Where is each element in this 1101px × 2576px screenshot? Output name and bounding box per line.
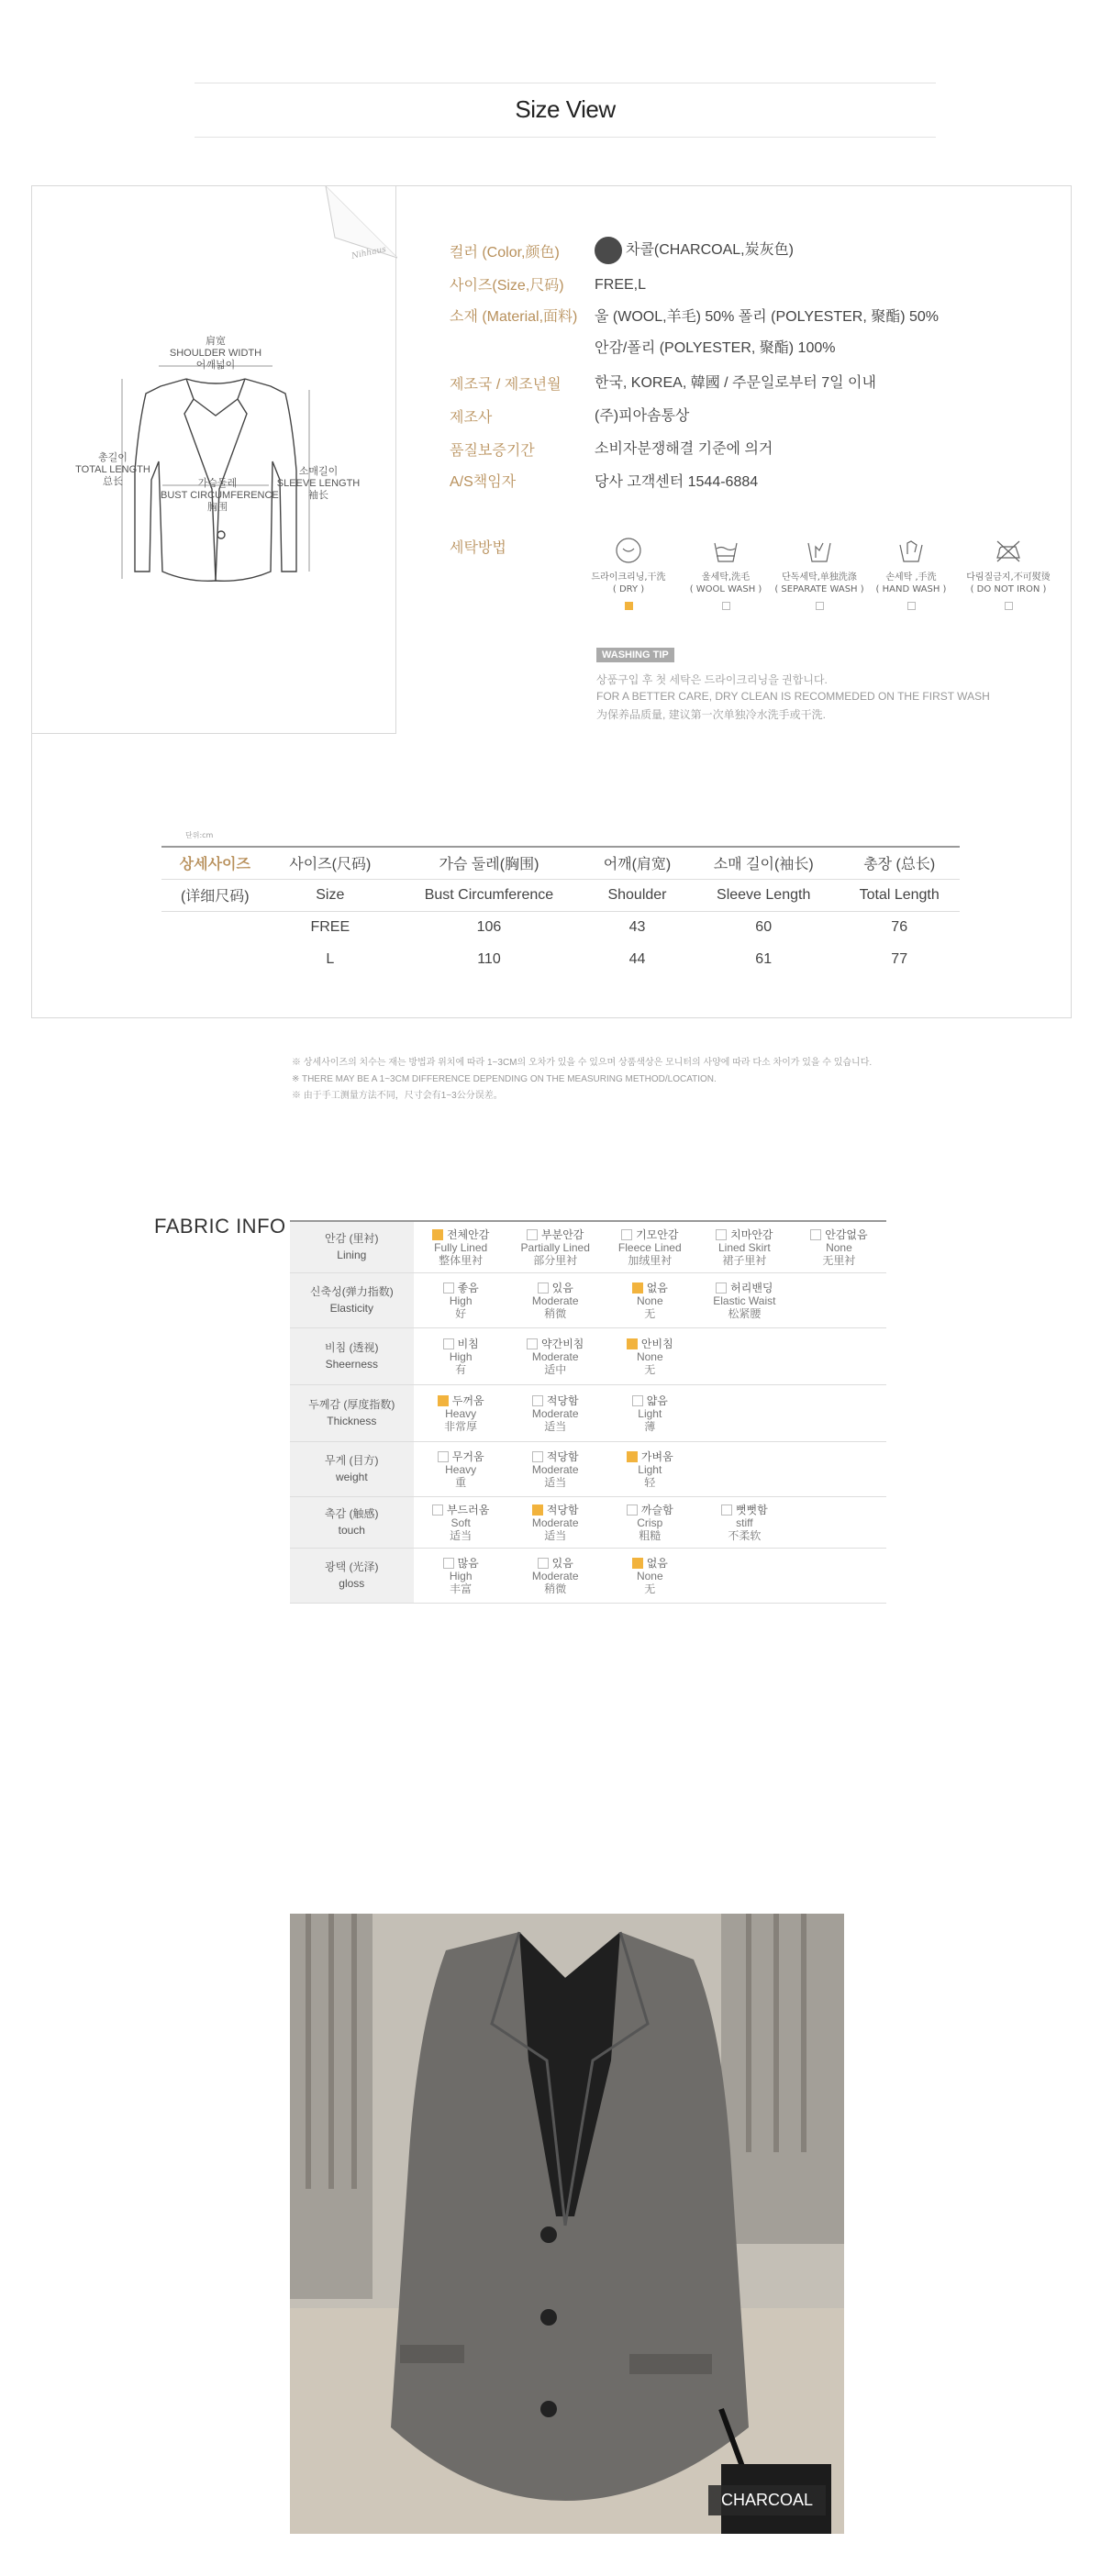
- fabric-row-label: 두께감 (厚度指数) Thickness: [290, 1384, 414, 1441]
- fabric-row-label: 촉감 (触感) touch: [290, 1496, 414, 1548]
- fabric-row-label: 비침 (透视) Sheerness: [290, 1327, 414, 1384]
- fabric-option: 없음 None 无: [603, 1548, 697, 1603]
- fabric-option: 허리밴딩 Elastic Waist 松紧腰: [697, 1272, 792, 1327]
- hand-wash-icon: [896, 536, 926, 565]
- table-cell: 60: [755, 918, 773, 935]
- fabric-option: 두꺼움 Heavy 非常厚: [414, 1384, 508, 1441]
- col-bust-en: Bust Circumference: [392, 879, 586, 911]
- fabric-checkbox: [527, 1338, 538, 1349]
- fabric-option: 무거움 Heavy 重: [414, 1441, 508, 1496]
- col-shoulder-en: Shoulder: [586, 879, 688, 911]
- fabric-row: [290, 1441, 886, 1496]
- fabric-row-label: 안감 (里衬) Lining: [290, 1221, 414, 1272]
- fabric-checkbox: [716, 1229, 727, 1240]
- note-line: ※ 由于手工测量方法不同，尺寸会有1~3公分误差。: [292, 1091, 503, 1101]
- detail-size-heading: 상세사이즈: [161, 847, 269, 879]
- fabric-option: 기모안감 Fleece Lined 加绒里衬: [603, 1221, 697, 1272]
- origin-label: 제조국 / 제조년월: [450, 377, 562, 393]
- fabric-checkbox: [627, 1505, 638, 1516]
- fabric-checkbox: [632, 1395, 643, 1406]
- fabric-option: 많음 High 丰富: [414, 1548, 508, 1603]
- table-cell: L: [326, 950, 335, 967]
- size-label: 사이즈(Size,尺码): [450, 278, 564, 294]
- table-row: [161, 943, 960, 975]
- table-row: [161, 911, 960, 943]
- wash-checkbox-separate: [816, 602, 824, 610]
- unit-label: 단위:cm: [185, 831, 214, 839]
- fabric-checkbox: [532, 1505, 543, 1516]
- color-tag: CHARCOAL: [708, 2485, 826, 2515]
- wash-item-dry: 드라이크리닝,干洗 ( DRY ): [578, 536, 679, 610]
- fabric-checkbox: [627, 1338, 638, 1349]
- fabric-row-label: 무게 (目方) weight: [290, 1441, 414, 1496]
- shoulder-label: 肩宽 SHOULDER WIDTH 어깨넓이: [169, 336, 262, 371]
- wash-item-hand: 손세탁 ,手洗 ( HAND WASH ): [861, 536, 962, 610]
- sleeve-length-label: 소매길이 SLEEVE LENGTH 袖长: [276, 466, 361, 501]
- washing-tip-cn: 为保养品质量, 建议第一次单独冷水洗手或干洗.: [596, 708, 827, 721]
- fabric-row: [290, 1548, 886, 1603]
- maker-label: 제조사: [450, 410, 493, 426]
- table-row: [161, 847, 960, 879]
- model-photo-illustration: [290, 1914, 844, 2534]
- fabric-checkbox: [621, 1229, 632, 1240]
- col-shoulder-ko: 어깨(肩宽): [586, 847, 688, 879]
- col-total-ko: 총장 (总长): [839, 847, 960, 879]
- page-title: Size View: [515, 95, 616, 123]
- washing-label: 세탁방법: [450, 540, 506, 556]
- bust-label: 가슴둘레 BUST CIRCUMFERENCE 胸围: [161, 478, 279, 513]
- wash-checkbox-iron: [1005, 602, 1013, 610]
- fabric-checkbox: [538, 1558, 549, 1569]
- fabric-checkbox: [632, 1282, 643, 1294]
- fabric-option: [792, 1384, 886, 1441]
- fabric-checkbox: [532, 1395, 543, 1406]
- fabric-option: 적당함 Moderate 适当: [508, 1384, 603, 1441]
- fabric-option: [792, 1327, 886, 1384]
- table-cell: FREE: [310, 918, 350, 935]
- fabric-checkbox: [632, 1558, 643, 1569]
- fabric-row: [290, 1496, 886, 1548]
- origin-value: 한국, KOREA, 韓國 / 주문일로부터 7일 이내: [595, 375, 876, 391]
- washing-tip-en: FOR A BETTER CARE, DRY CLEAN IS RECOMMEDED ON THE FIRST WASH: [596, 690, 990, 703]
- fabric-option: 적당함 Moderate 适当: [508, 1496, 603, 1548]
- fabric-checkbox: [443, 1282, 454, 1294]
- fabric-option: [697, 1327, 792, 1384]
- note-line: ※ 상세사이즈의 치수는 재는 방법과 위치에 따라 1~3CM의 오차가 있을 수 있으며 상품색상은 모니터의 사양에 따라 다소 차이가 있을 수 있습니다.: [292, 1058, 873, 1068]
- fabric-info-title: FABRIC INFO: [154, 1215, 286, 1238]
- dry-clean-icon: [614, 536, 643, 565]
- material-label: 소재 (Material,面料): [450, 309, 578, 325]
- table-cell: 76: [891, 918, 908, 935]
- fabric-row-label: 신축성(弹力指数) Elasticity: [290, 1272, 414, 1327]
- fabric-option: [697, 1548, 792, 1603]
- fabric-option: 있음 Moderate 稍微: [508, 1548, 603, 1603]
- fabric-checkbox: [810, 1229, 821, 1240]
- color-swatch: [595, 237, 622, 264]
- wash-item-separate: 단독세탁,单独洗涤 ( SEPARATE WASH ): [769, 536, 870, 610]
- fabric-option: [697, 1384, 792, 1441]
- table-cell: 43: [628, 918, 646, 935]
- fabric-checkbox: [532, 1451, 543, 1462]
- warranty-label: 품질보증기간: [450, 443, 535, 459]
- fabric-option: [792, 1441, 886, 1496]
- lining-material-value: 안감/폴리 (POLYESTER, 聚酯) 100%: [595, 340, 836, 356]
- separate-wash-icon: [805, 536, 834, 565]
- fabric-checkbox: [432, 1229, 443, 1240]
- fabric-option: 적당함 Moderate 适当: [508, 1441, 603, 1496]
- fabric-option: 치마안감 Lined Skirt 裙子里衬: [697, 1221, 792, 1272]
- garment-diagram: [31, 185, 396, 734]
- fabric-row-label: 광택 (光泽) gloss: [290, 1548, 414, 1603]
- fabric-checkbox: [443, 1338, 454, 1349]
- brand-mark: Nihhaus: [350, 245, 387, 261]
- do-not-iron-icon: [994, 536, 1023, 565]
- maker-value: (주)피아솜통상: [595, 408, 690, 424]
- detail-size-heading-cn: (详细尺码): [161, 879, 269, 911]
- col-sleeve-en: Sleeve Length: [688, 879, 839, 911]
- title-bar: [195, 83, 936, 138]
- fabric-info-table: [290, 1220, 886, 1604]
- total-length-label: 총길이 TOTAL LENGTH 总长: [75, 452, 150, 487]
- as-value: 당사 고객센터 1544-6884: [595, 474, 759, 490]
- table-cell: 44: [628, 950, 646, 967]
- fabric-checkbox: [538, 1282, 549, 1294]
- product-photo: [290, 1914, 844, 2534]
- as-label: A/S책임자: [450, 474, 517, 490]
- table-row: [161, 879, 960, 911]
- table-cell: 106: [476, 918, 502, 935]
- fabric-option: 비침 High 有: [414, 1327, 508, 1384]
- fabric-option: [792, 1548, 886, 1603]
- material-value: 울 (WOOL,羊毛) 50% 폴리 (POLYESTER, 聚酯) 50%: [595, 309, 940, 325]
- warranty-value: 소비자분쟁해결 기준에 의거: [595, 441, 773, 457]
- fabric-option: [792, 1496, 886, 1548]
- col-sleeve-ko: 소매 길이(袖长): [688, 847, 839, 879]
- wash-checkbox-dry: [625, 602, 633, 610]
- fabric-checkbox: [627, 1451, 638, 1462]
- fabric-checkbox: [721, 1505, 732, 1516]
- col-total-en: Total Length: [839, 879, 960, 911]
- wash-item-wool: 울세탁,洗毛 ( WOOL WASH ): [675, 536, 776, 610]
- fabric-checkbox: [432, 1505, 443, 1516]
- col-bust-ko: 가슴 둘레(胸围): [392, 847, 586, 879]
- fabric-row: [290, 1384, 886, 1441]
- fabric-option: [697, 1441, 792, 1496]
- fabric-row: [290, 1327, 886, 1384]
- fabric-option: 얇음 Light 薄: [603, 1384, 697, 1441]
- washing-tip-badge: WASHING TIP: [596, 648, 674, 662]
- color-value: 차콜(CHARCOAL,炭灰色): [595, 237, 794, 264]
- table-cell: 110: [477, 950, 501, 967]
- fabric-option: 안감없음 None 无里衬: [792, 1221, 886, 1272]
- fabric-option: 가벼움 Light 轻: [603, 1441, 697, 1496]
- col-size-ko: 사이즈(尺码): [269, 847, 392, 879]
- size-table: [161, 846, 960, 975]
- fabric-option: 부드러움 Soft 适当: [414, 1496, 508, 1548]
- note-line: ※ THERE MAY BE A 1~3CM DIFFERENCE DEPENDING ON THE MEASURING METHOD/LOCATION.: [292, 1074, 717, 1084]
- fabric-option: [792, 1272, 886, 1327]
- wash-checkbox-wool: [722, 602, 730, 610]
- table-cell: 77: [891, 950, 908, 967]
- fabric-option: 전체안감 Fully Lined 整体里衬: [414, 1221, 508, 1272]
- table-cell: 61: [755, 950, 773, 967]
- fabric-checkbox: [716, 1282, 727, 1294]
- wash-item-iron: 다림질금지,不可熨烫 ( DO NOT IRON ): [958, 536, 1059, 610]
- fabric-option: 까슬함 Crisp 粗糙: [603, 1496, 697, 1548]
- table-cell: [161, 943, 269, 975]
- table-cell: [161, 911, 269, 943]
- col-size-en: Size: [269, 879, 392, 911]
- fabric-option: 없음 None 无: [603, 1272, 697, 1327]
- fabric-option: 안비침 None 无: [603, 1327, 697, 1384]
- wash-checkbox-hand: [907, 602, 916, 610]
- fabric-checkbox: [438, 1451, 449, 1462]
- fabric-checkbox: [527, 1229, 538, 1240]
- fabric-checkbox: [443, 1558, 454, 1569]
- color-label: 컬러 (Color,颜色): [450, 245, 560, 261]
- fabric-option: 부분안감 Partially Lined 部分里衬: [508, 1221, 603, 1272]
- fabric-option: 좋음 High 好: [414, 1272, 508, 1327]
- measurement-notes: [292, 1055, 872, 1105]
- fabric-row: [290, 1272, 886, 1327]
- fabric-checkbox: [438, 1395, 449, 1406]
- fabric-option: 있음 Moderate 稍微: [508, 1272, 603, 1327]
- wool-wash-icon: [711, 536, 740, 565]
- fabric-option: 약간비침 Moderate 适中: [508, 1327, 603, 1384]
- size-value: FREE,L: [595, 277, 647, 293]
- washing-tip-ko: 상품구입 후 첫 세탁은 드라이크리닝을 권합니다.: [596, 673, 828, 686]
- fabric-option: 뻣뻣함 stiff 不柔软: [697, 1496, 792, 1548]
- fabric-row: [290, 1221, 886, 1272]
